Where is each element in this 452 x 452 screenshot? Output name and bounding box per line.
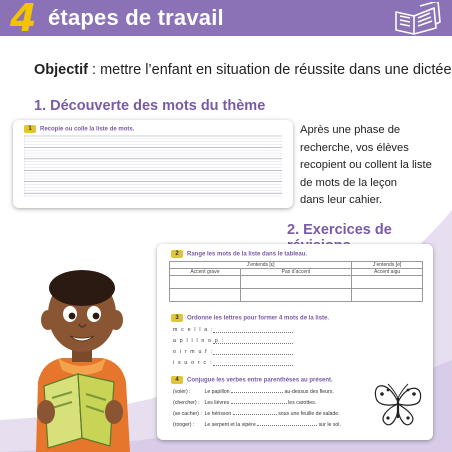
exercise4-instruction [171,376,333,384]
table-subheader-grave: Accent grave [170,269,241,276]
butterfly-illustration [368,372,428,432]
objective-label: Objectif [34,62,88,78]
sentence-end: les carottes. [288,400,317,406]
sentence-end: sous une feuille de salade. [278,411,340,417]
ruled-writing-lines [24,135,282,197]
scrambled-word: i s u o r c : [173,360,213,366]
verb-label: (ronger) : [173,422,195,428]
scrambled-word: a p l i l n o p : [173,338,225,344]
exercise1-instruction [24,125,134,133]
verb-label: (se cacher) : [173,411,202,417]
answer-gap[interactable] [231,400,287,404]
table-subheader-none: Pas d’accent [240,269,351,276]
conjugation-row [173,422,341,428]
answer-line[interactable] [213,343,293,344]
table-subheader-aigu: Accent aigu [352,269,423,276]
conjugation-row [173,400,316,406]
conjugation-row [173,411,340,417]
description-line: de mots de la leçon [300,176,398,189]
table-cell[interactable] [240,289,351,302]
exercise3-instruction [171,314,329,322]
answer-gap[interactable] [231,389,283,393]
sentence-start: Le hérisson [204,411,232,417]
header-bar [0,0,452,40]
verb-label: (voler) : [173,389,191,395]
conjugation-row [173,389,334,395]
objective-text: : mettre l’enfant en situation de réussite dans une dictée [87,62,452,78]
sentence-end: au-dessus des fleurs. [284,389,334,395]
description-line: Après une phase de [300,124,401,136]
page-title: étapes de travail [48,5,224,30]
verb-label: (chercher) : [173,400,200,406]
exercise2-text: Range les mots de la liste dans le tableau. [187,251,308,258]
section1-title: 1. Découverte des mots du thème [34,98,266,114]
exercise1-number: 1 [24,125,36,133]
open-book-icon [390,2,444,36]
exercise3-text: Ordonne les lettres pour former 4 mots de la liste. [187,315,330,322]
table-header-e-open: J’entends [ɛ] [170,262,352,269]
table-cell[interactable] [170,289,241,302]
table-row [170,289,423,302]
exercise2-number: 2 [171,250,183,258]
child-reading-illustration [22,262,140,452]
exercise1-card [13,120,293,208]
table-row [170,276,423,289]
exercise3-number: 3 [171,314,183,322]
objective-line [34,62,452,78]
scrambled-word: o i r m u f : [173,349,214,355]
answer-line[interactable] [213,354,293,355]
exercise1-text: Recopie ou colle la liste de mots. [40,126,135,133]
answer-line[interactable] [213,332,293,333]
section2-title: 2. Exercices de [287,222,392,238]
sentence-start: Le papillon [204,389,230,395]
table-cell[interactable] [352,276,423,289]
sentence-end: sur le sol. [318,422,341,428]
scrambled-word: m c e l l a : [173,327,214,333]
table-cell[interactable] [240,276,351,289]
answer-gap[interactable] [257,422,317,426]
table-cell[interactable] [352,289,423,302]
description-line: recherche, vos élèves [300,141,409,154]
exercise2-instruction [171,250,307,258]
description-line: dans leur cahier. [300,194,383,206]
table-cell[interactable] [170,276,241,289]
step-number: 4 [10,0,37,40]
sorting-table [169,261,423,302]
section1-description [300,122,430,210]
answer-gap[interactable] [233,411,277,415]
exercise4-number: 4 [171,376,183,384]
sentence-start: Les lièvres [204,400,230,406]
table-header-e-closed: J’entends [e] [352,262,423,269]
exercise4-text: Conjugue les verbes entre parenthèses au présent. [187,377,333,384]
answer-line[interactable] [213,365,293,366]
sentence-start: Le serpent et la vipère [204,422,256,428]
description-line: recopient ou collent la liste [300,159,432,171]
